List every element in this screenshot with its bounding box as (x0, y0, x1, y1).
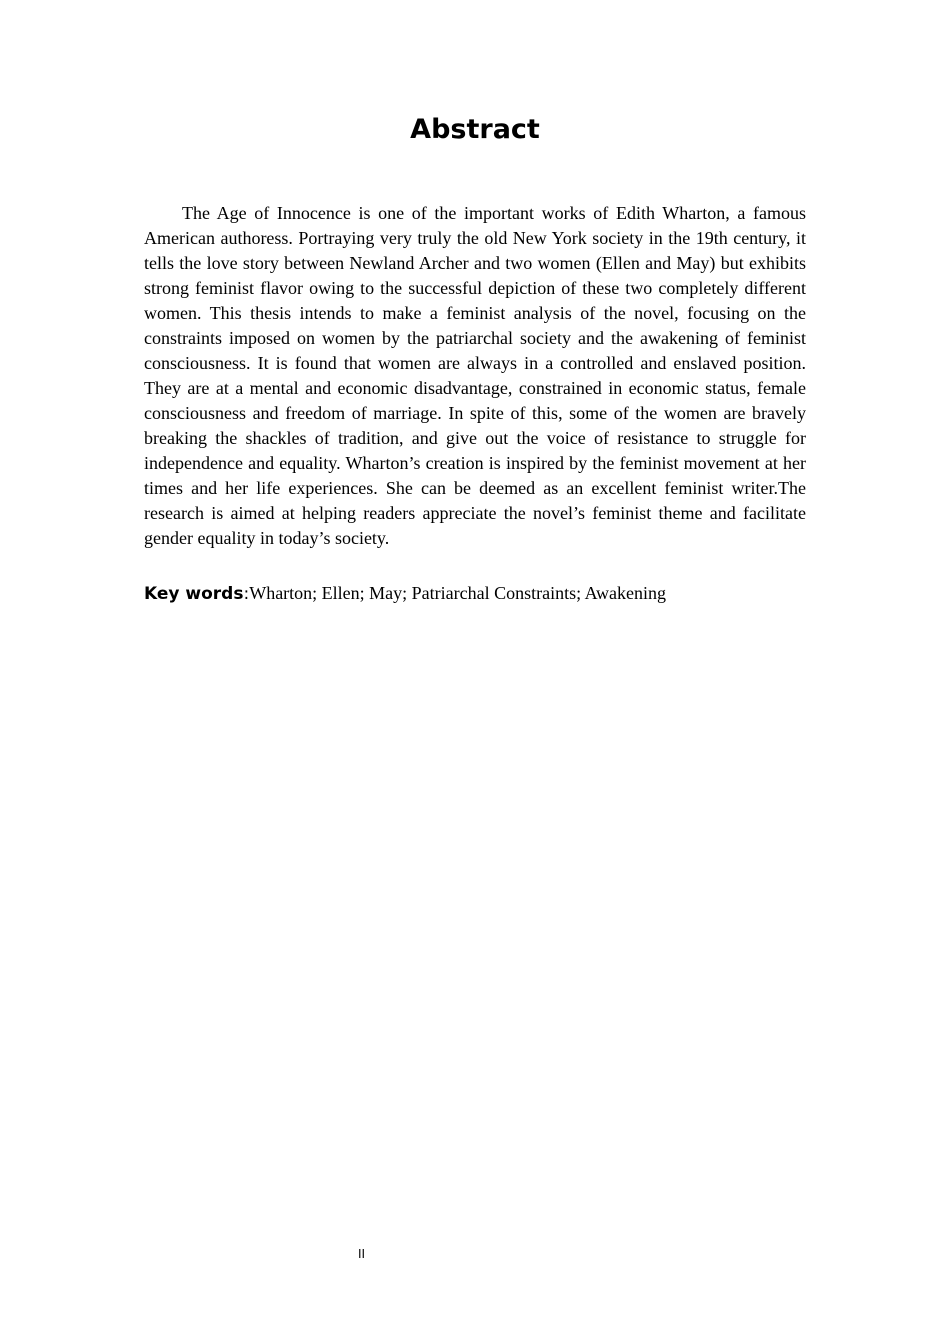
page-number: II (358, 1247, 366, 1261)
keywords-label: Key words (144, 584, 244, 604)
keywords-line (144, 580, 806, 608)
abstract-paragraph: The Age of Innocence is one of the important works of Edith Wharton, a famous American authoress. Portraying very truly the old New York society in the 19th century, it tells the love story between Newland Archer and two women (Ellen and May) but exhibits strong feminist flavor owing to the successful depiction of these two completely different women. This thesis intends to make a feminist analysis of the novel, focusing on the constraints imposed on women by the patriarchal society and the awakening of feminist consciousness. It is found that women are always in a controlled and enslaved position. They are at a mental and economic disadvantage, constrained in economic status, female consciousness and freedom of marriage. In spite of this, some of the women are bravely breaking the shackles of tradition, and give out the voice of resistance to struggle for independence and equality. Wharton’s creation is inspired by the feminist movement at her times and her life experiences. She can be deemed as an excellent feminist writer.The research is aimed at helping readers appreciate the novel’s feminist theme and facilitate gender equality in today’s society. (144, 203, 806, 548)
page-title: Abstract (410, 114, 540, 145)
keywords-separator: : (243, 584, 250, 604)
keywords-value: Wharton; Ellen; May; Patriarchal Constraints; Awakening (249, 583, 666, 603)
